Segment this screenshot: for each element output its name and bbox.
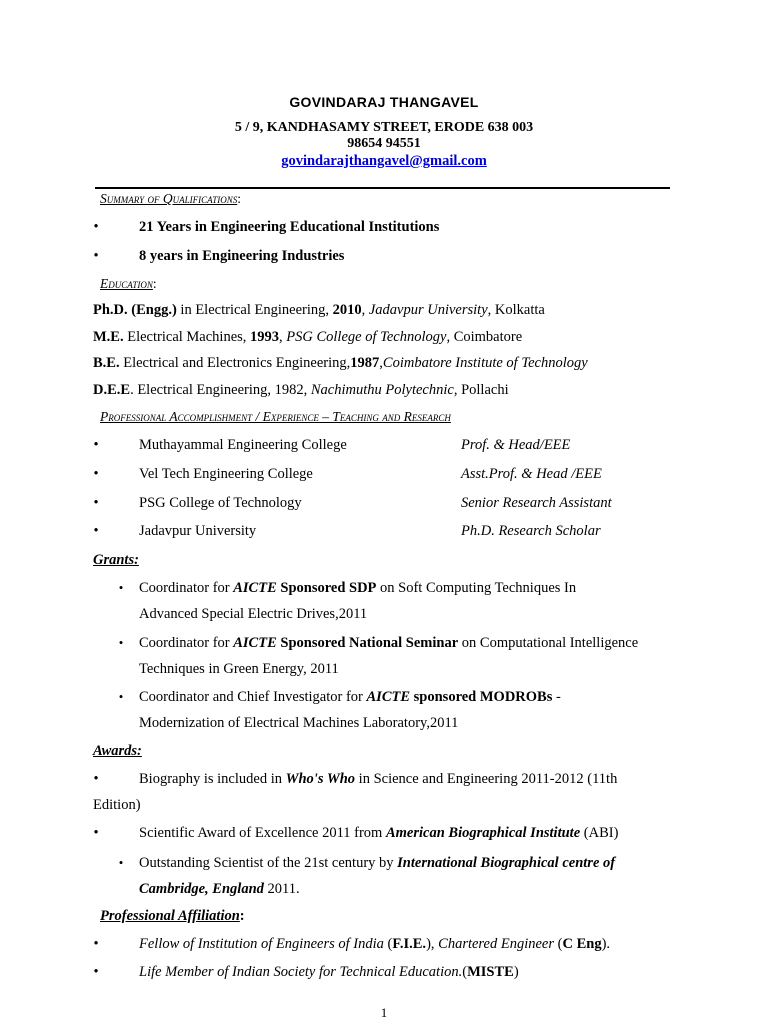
- resume-name: GOVINDARAJ THANGAVEL: [289, 94, 479, 110]
- grant-item: Coordinator for AICTE Sponsored SDP on Soft Computing Techniques In: [139, 580, 577, 596]
- experience-role: Asst.Prof. & Head /EEE: [461, 466, 602, 482]
- experience-role: Ph.D. Research Scholar: [461, 523, 601, 539]
- bullet-icon: [116, 689, 126, 705]
- award-item-line2: Cambridge, England 2011.: [139, 881, 300, 897]
- award-item: Scientific Award of Excellence 2011 from American Biographical Institute (ABI): [139, 825, 619, 841]
- affiliation-heading: Professional Affiliation:: [100, 908, 245, 924]
- grant-item: Coordinator and Chief Investigator for AICTE sponsored MODROBs -: [139, 689, 561, 705]
- page-number: 1: [380, 1005, 388, 1020]
- grant-item-line2: Techniques in Green Energy, 2011: [139, 661, 339, 677]
- grants-heading: Grants:: [93, 552, 139, 568]
- experience-org: Muthayammal Engineering College: [139, 437, 347, 453]
- award-item-line2: Edition): [93, 797, 141, 813]
- header-divider: [95, 187, 670, 189]
- experience-org: Jadavpur University: [139, 523, 257, 539]
- education-row: B.E. Electrical and Electronics Engineering,1987,Coimbatore Institute of Technology: [93, 355, 588, 371]
- address: 5 / 9, KANDHASAMY STREET, ERODE 638 003: [234, 120, 534, 135]
- education-row: M.E. Electrical Machines, 1993, PSG College of Technology, Coimbatore: [93, 329, 523, 345]
- bullet-icon: [91, 964, 101, 981]
- bullet-icon: [91, 523, 101, 540]
- affiliation-item: Life Member of Indian Society for Technical Education.(MISTE): [139, 964, 519, 980]
- bullet-icon: [91, 495, 101, 512]
- bullet-icon: [91, 771, 101, 788]
- bullet-icon: [91, 466, 101, 483]
- awards-heading: Awards:: [93, 743, 142, 759]
- education-row: D.E.E. Electrical Engineering, 1982, Nachimuthu Polytechnic, Pollachi: [93, 382, 509, 398]
- bullet-icon: [116, 580, 126, 596]
- phone: 98654 94551: [347, 136, 421, 151]
- email-link[interactable]: govindarajthangavel@gmail.com: [281, 153, 487, 169]
- experience-org: Vel Tech Engineering College: [139, 466, 313, 482]
- grant-item: Coordinator for AICTE Sponsored National Seminar on Computational Intelligence: [139, 635, 639, 651]
- bullet-icon: [91, 825, 101, 842]
- bullet-icon: [91, 936, 101, 953]
- bullet-icon: [116, 635, 126, 651]
- grant-item-line2: Modernization of Electrical Machines Laboratory,2011: [139, 715, 459, 731]
- summary-heading: Summary of Qualifications:: [100, 191, 242, 206]
- bullet-icon: [91, 437, 101, 454]
- award-item: Biography is included in Who's Who in Science and Engineering 2011-2012 (11th: [139, 771, 618, 787]
- experience-heading: Professional Accomplishment / Experience – Teaching and Research: [100, 409, 451, 424]
- bullet-icon: [91, 219, 101, 236]
- experience-role: Prof. & Head/EEE: [461, 437, 571, 453]
- summary-item: 8 years in Engineering Industries: [139, 248, 345, 264]
- grant-item-line2: Advanced Special Electric Drives,2011: [139, 606, 368, 622]
- award-item: Outstanding Scientist of the 21st century by International Biographical centre of: [139, 855, 616, 871]
- bullet-icon: [116, 855, 126, 871]
- education-heading: Education:: [100, 276, 157, 291]
- summary-item: 21 Years in Engineering Educational Institutions: [139, 219, 440, 235]
- bullet-icon: [91, 248, 101, 265]
- education-row: Ph.D. (Engg.) in Electrical Engineering, 2010, Jadavpur University, Kolkatta: [93, 302, 545, 318]
- affiliation-item: Fellow of Institution of Engineers of India (F.I.E.), Chartered Engineer (C Eng).: [139, 936, 611, 952]
- experience-org: PSG College of Technology: [139, 495, 302, 511]
- experience-role: Senior Research Assistant: [461, 495, 612, 511]
